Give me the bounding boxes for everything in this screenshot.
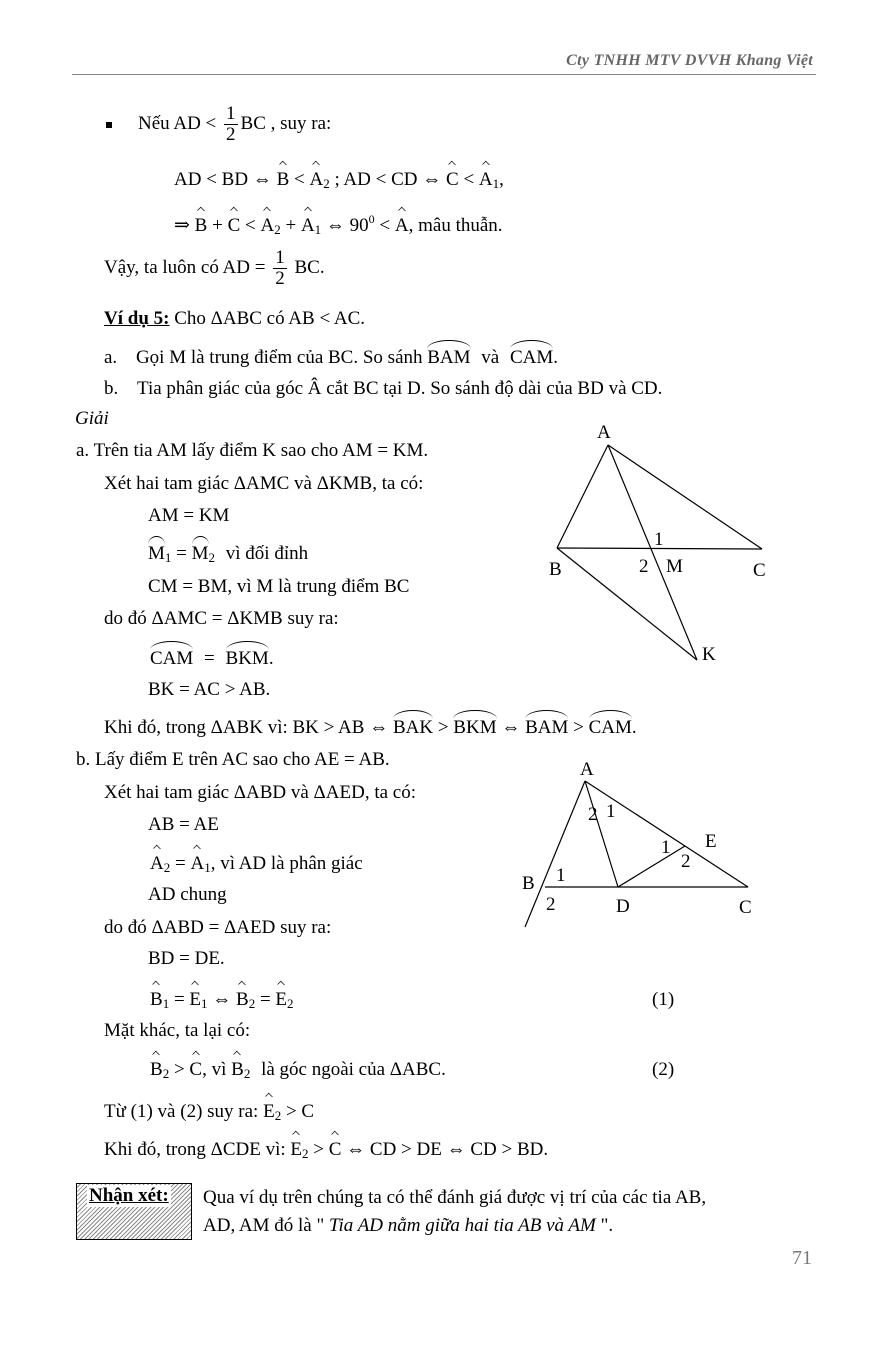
part-a-line-5: CM = BM, vì M là trung điểm BC <box>148 576 410 597</box>
intro-text: BC , suy ra: <box>240 112 332 134</box>
part-b-line-1: b. Lấy điểm E trên AC sao cho AE = AB. <box>76 749 390 770</box>
label-a: A <box>597 422 611 443</box>
label-m: M <box>666 556 683 577</box>
part-a-line-9: Khi đó, trong ΔABK vì: BK > AB ⇔ BAK > BKM ⇔ BAM > CAM. <box>104 717 637 738</box>
part-a-line-6: do đó ΔAMC = ΔKMB suy ra: <box>104 608 339 629</box>
label-angle-1: 1 <box>654 529 664 550</box>
label-angle-b1: 1 <box>556 865 566 886</box>
label-c: C <box>739 897 752 918</box>
part-b-line-2: Xét hai tam giác ΔABD và ΔAED, ta có: <box>104 782 416 803</box>
angle-b: B <box>194 215 208 236</box>
part-b-line-11: Từ (1) và (2) suy ra: $E_2 > C$ <box>104 1101 315 1123</box>
label-b: B <box>549 559 562 580</box>
arc-angle: CAM <box>509 347 554 368</box>
label-b: B <box>522 873 535 894</box>
part-a-line-8: BK = AC > AB. <box>148 679 271 700</box>
angle-a: A <box>260 215 275 236</box>
label-d: D <box>616 896 630 917</box>
example-title: Ví dụ 5: <box>104 308 170 329</box>
angle-a: A <box>309 169 324 190</box>
part-a-line-2: Xét hai tam giác ΔAMC và ΔKMB, ta có: <box>104 473 424 494</box>
header-divider <box>72 74 816 75</box>
part-b-line-12: Khi đó, trong ΔCDE vì: $E_2 > C$ ⇔ CD > DE ⇔ CD > BD. <box>104 1139 549 1161</box>
figure-triangle-abk <box>530 418 790 678</box>
part-b-line-7: BD = DE. <box>148 948 225 969</box>
segment-de <box>618 846 685 887</box>
example-heading: Ví dụ 5: Cho ΔABC có AB < AC. <box>104 308 366 329</box>
label-c: C <box>753 560 766 581</box>
note-label: Nhận xét: <box>89 1185 169 1206</box>
angle-a: A <box>300 215 315 236</box>
label-angle-a2: 2 <box>588 804 598 825</box>
segment-ak <box>608 445 697 660</box>
part-b-line-10: $B_2 > C$, vì $B_2$ là góc ngoài của ΔABC. <box>150 1059 446 1081</box>
angle-a: A <box>478 169 493 190</box>
label-k: K <box>702 644 716 665</box>
part-a-line-3: AM = KM <box>148 505 230 526</box>
angle-c: C <box>227 215 241 236</box>
publisher-header: Cty TNHH MTV DVVH Khang Việt <box>566 52 813 69</box>
question-b: b. Tia phân giác của góc Â cắt BC tại D. So sánh độ dài của BD và CD. <box>104 378 663 399</box>
bullet-icon <box>106 122 112 128</box>
fraction-half: $\frac{1}{2}$ <box>226 103 236 145</box>
intro-line-4: Vậy, ta luôn có AD = $\frac{1}{2}$ BC. <box>104 247 325 289</box>
segment-ac <box>585 781 748 887</box>
note-line-2: AD, AM đó là " Tia AD nằm giữa hai tia AB và AM ". <box>203 1215 614 1236</box>
solution-label: Giải <box>75 408 109 429</box>
intro-line-3: ⇒ $B + C < A_2 + A_1$ ⇔ $90^0 < A$, mâu thuẫn. <box>174 212 503 237</box>
segment-ad <box>585 781 618 887</box>
equation-ref-1: (1) <box>652 989 675 1010</box>
angle-b: B <box>276 169 290 190</box>
part-a-line-7: CAM = BKM. <box>150 648 274 669</box>
note-line-1: Qua ví dụ trên chúng ta có thể đánh giá được vị trí của các tia AB, <box>203 1187 707 1208</box>
angle-c: C <box>446 169 459 190</box>
page-number: 71 <box>792 1247 812 1269</box>
label-angle-e1: 1 <box>661 837 671 858</box>
part-b-line-4: $A_2 = A_1$, vì AD là phân giác <box>150 853 363 875</box>
part-b-line-6: do đó ΔABD = ΔAED suy ra: <box>104 917 332 938</box>
intro-line-1 <box>106 104 331 145</box>
part-b-line-3: AB = AE <box>148 814 219 835</box>
equation-ref-2: (2) <box>652 1059 675 1080</box>
part-b-line-8: $B_1 = E_1$ ⇔ $B_2 = E_2$ <box>150 989 294 1011</box>
segment-ab <box>557 445 608 548</box>
label-angle-a1: 1 <box>606 801 616 822</box>
label-angle-2: 2 <box>639 556 649 577</box>
label-angle-b2: 2 <box>546 894 556 915</box>
label-angle-e2: 2 <box>681 851 691 872</box>
label-e: E <box>705 831 717 852</box>
fraction-half: $\frac{1}{2}$ <box>275 247 285 289</box>
part-b-line-9: Mặt khác, ta lại có: <box>104 1020 251 1041</box>
angle-a: A <box>394 215 409 236</box>
intro-text: Nếu AD < <box>138 112 217 134</box>
label-a: A <box>580 759 594 780</box>
segment-ac <box>608 445 762 549</box>
part-b-line-5: AD chung <box>148 884 227 905</box>
intro-line-2: AD < BD ⇔ $B < A_2$ ; AD < CD ⇔ $C < A_1$, <box>174 169 504 191</box>
figure-triangle-abc-bisector <box>515 755 785 935</box>
question-a: a. Gọi M là trung điểm của BC. So sánh BAM và CAM. <box>104 347 559 368</box>
part-a-line-4: $M_1 = M_2$ vì đối đỉnh <box>148 543 309 565</box>
part-a-line-1: a. Trên tia AM lấy điểm K sao cho AM = KM. <box>76 440 429 461</box>
arc-angle: BAM <box>427 347 471 368</box>
